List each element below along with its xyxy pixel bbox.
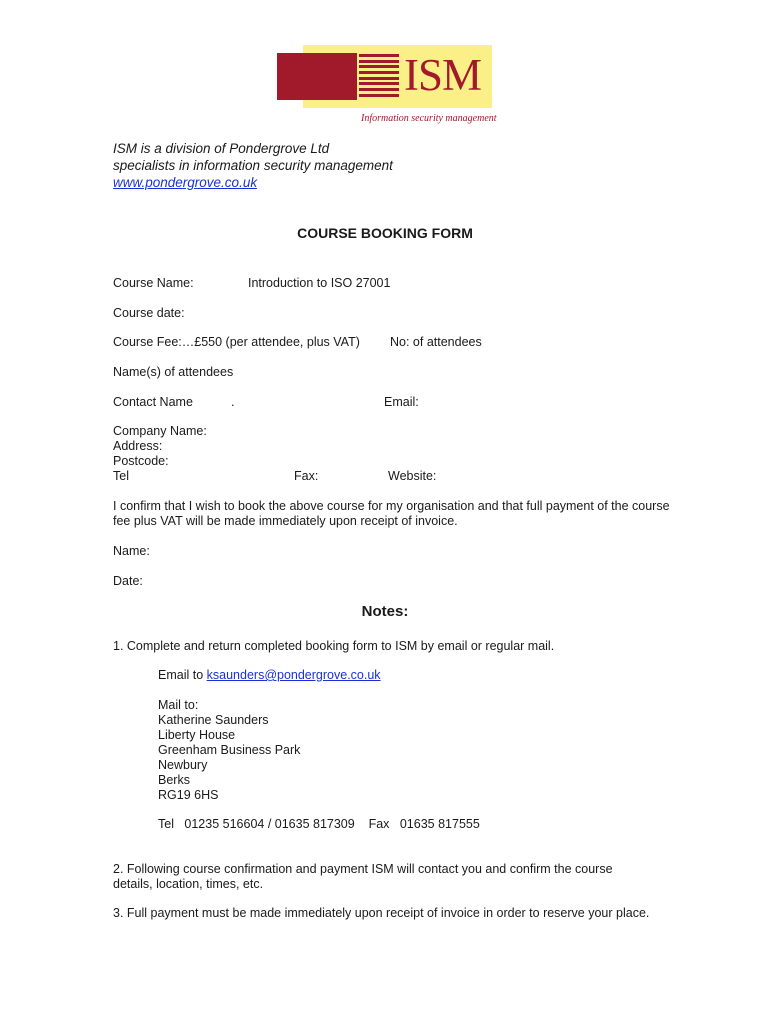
- logo-tagline: Information security management: [361, 113, 497, 124]
- address-line: Newbury: [158, 758, 208, 772]
- postcode-label: Postcode:: [113, 454, 169, 468]
- logo-stripes: [359, 54, 399, 100]
- address-line: Greenham Business Park: [158, 743, 301, 757]
- phone-fax-line: Tel 01235 516604 / 01635 817309 Fax 01635 817555: [158, 817, 480, 831]
- address-line: Berks: [158, 773, 190, 787]
- email-label: Email:: [384, 395, 419, 409]
- intro-line-1: ISM is a division of Pondergrove Ltd: [113, 141, 330, 156]
- email-line: [158, 668, 381, 682]
- course-name-label: Course Name:: [113, 276, 194, 290]
- address-line: RG19 6HS: [158, 788, 219, 802]
- course-name-value: Introduction to ISO 27001: [248, 276, 391, 290]
- intro-line-2: specialists in information security management: [113, 158, 393, 173]
- form-title: COURSE BOOKING FORM: [297, 225, 473, 241]
- contact-name-dot: .: [231, 395, 235, 409]
- notes-heading: Notes:: [361, 603, 409, 620]
- attendee-names-label: Name(s) of attendees: [113, 365, 234, 379]
- email-prefix: Email to: [158, 668, 207, 682]
- mailing-address: [158, 698, 300, 803]
- address-line: Katherine Saunders: [158, 713, 269, 727]
- website-label: Website:: [388, 469, 437, 483]
- confirmation-statement: I confirm that I wish to book the above course for my organisation and that full payment of the course fee plus VAT will be made immediately upon receipt of invoice.: [113, 499, 670, 528]
- mail-to-label: Mail to:: [158, 698, 199, 712]
- course-date-label: Course date:: [113, 306, 185, 320]
- signature-date-label: Date:: [113, 574, 143, 588]
- logo-red-block: [277, 53, 357, 100]
- logo-text: ISM: [404, 50, 482, 100]
- website-link[interactable]: www.pondergrove.co.uk: [113, 175, 258, 190]
- company-name-label: Company Name:: [113, 424, 207, 438]
- note-item-2: 2. Following course confirmation and payment ISM will contact you and confirm the course details, location, times, etc.: [113, 862, 613, 891]
- fax-label: Fax:: [294, 469, 319, 483]
- course-fee-label: Course Fee:…£550 (per attendee, plus VAT): [113, 335, 360, 349]
- contact-email-link[interactable]: ksaunders@pondergrove.co.uk: [206, 668, 381, 682]
- attendee-count-label: No: of attendees: [390, 335, 482, 349]
- ism-logo: [277, 45, 495, 127]
- note-item-3: 3. Full payment must be made immediately upon receipt of invoice in order to reserve your place.: [113, 906, 650, 920]
- address-line: Liberty House: [158, 728, 236, 742]
- address-label: Address:: [113, 439, 163, 453]
- tel-label: Tel: [113, 469, 129, 483]
- note-item-1: 1. Complete and return completed booking form to ISM by email or regular mail.: [113, 639, 555, 653]
- contact-name-label: Contact Name: [113, 395, 193, 409]
- signature-name-label: Name:: [113, 544, 150, 558]
